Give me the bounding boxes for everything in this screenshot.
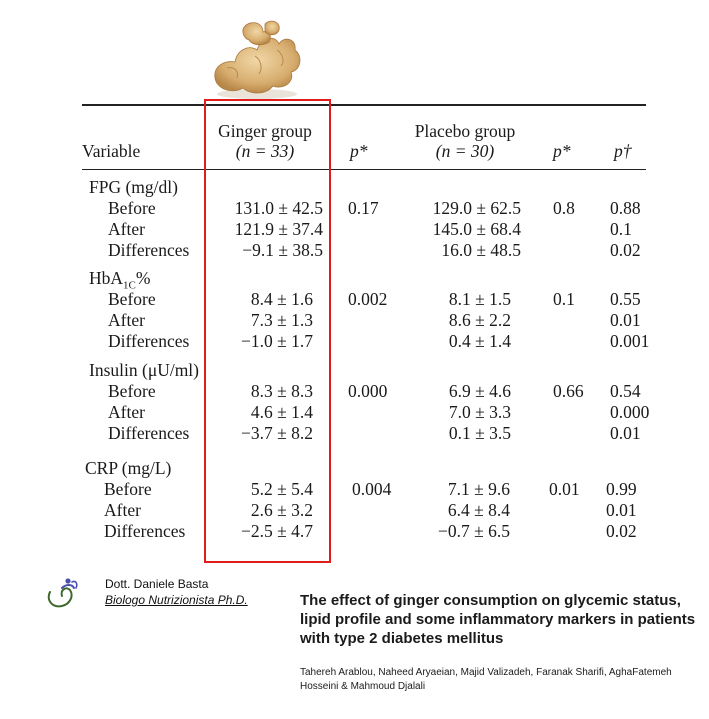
p-value-placebo: 0.66	[553, 381, 584, 401]
ginger-value: 8.3 ± 8.3	[250, 381, 313, 401]
p-value-between: 0.54	[610, 381, 641, 401]
placebo-value: 0.1 ± 3.5	[448, 423, 511, 443]
ginger-column-highlight	[204, 99, 331, 563]
p-value-between: 0.01	[610, 310, 641, 330]
p-value-between: 0.1	[610, 219, 632, 239]
placebo-value: 8.1 ± 1.5	[448, 289, 511, 309]
author-name: Dott. Daniele Basta	[105, 577, 209, 591]
p-value-between: 0.01	[606, 500, 637, 520]
p-value-between: 0.02	[606, 521, 637, 541]
p-value-between: 0.02	[610, 240, 641, 260]
ginger-root-image	[205, 16, 305, 100]
section-label-insulin: Insulin (μU/ml)	[89, 360, 199, 380]
row-label: Before	[108, 289, 156, 309]
ginger-value: −1.0 ± 1.7	[241, 331, 313, 351]
paper-title: The effect of ginger consumption on glycemic status, lipid profile and some inflammatory markers in patients with type 2 diabetes mellitus	[300, 592, 696, 647]
ginger-value: 7.3 ± 1.3	[250, 310, 313, 330]
p-value-between: 0.88	[610, 198, 641, 218]
placebo-value: 129.0 ± 62.5	[432, 198, 521, 218]
header-p-star-2: p*	[553, 141, 571, 161]
header-ginger-n: (n = 33)	[235, 141, 295, 161]
header-p-dagger: p†	[614, 141, 632, 161]
placebo-value: 16.0 ± 48.5	[441, 240, 521, 260]
header-ginger-group: Ginger group	[218, 121, 312, 141]
row-label: Differences	[104, 521, 186, 541]
p-value-ginger: 0.000	[348, 381, 388, 401]
p-value-ginger: 0.004	[352, 479, 392, 499]
ginger-value: 2.6 ± 3.2	[250, 500, 313, 520]
header-variable: Variable	[82, 141, 141, 161]
row-label: After	[108, 310, 145, 330]
ginger-value: 121.9 ± 37.4	[234, 219, 323, 239]
header-p-star-1: p*	[350, 141, 368, 161]
row-label: After	[108, 219, 145, 239]
ginger-value: −9.1 ± 38.5	[242, 240, 323, 260]
placebo-value: 7.1 ± 9.6	[447, 479, 510, 499]
table-header-rule	[82, 169, 646, 170]
table-top-rule	[82, 104, 646, 106]
header-placebo-n: (n = 30)	[435, 141, 495, 161]
row-label: Differences	[108, 331, 190, 351]
section-label-hba1c: HbA$_{1C}$%	[89, 268, 151, 292]
ginger-value: −3.7 ± 8.2	[241, 423, 313, 443]
row-label: Differences	[108, 423, 190, 443]
ginger-value: 131.0 ± 42.5	[234, 198, 323, 218]
p-value-ginger: 0.17	[348, 198, 379, 218]
placebo-value: 6.4 ± 8.4	[447, 500, 510, 520]
row-label: Differences	[108, 240, 190, 260]
placebo-value: 6.9 ± 4.6	[448, 381, 511, 401]
ginger-value: 5.2 ± 5.4	[250, 479, 313, 499]
p-value-between: 0.000	[610, 402, 650, 422]
row-label: After	[104, 500, 141, 520]
row-label: Before	[108, 381, 156, 401]
placebo-value: 8.6 ± 2.2	[448, 310, 511, 330]
p-value-between: 0.55	[610, 289, 641, 309]
section-label-fpg: FPG (mg/dl)	[89, 177, 178, 197]
p-value-ginger: 0.002	[348, 289, 388, 309]
header-placebo-group: Placebo group	[414, 121, 516, 141]
p-value-placebo: 0.01	[549, 479, 580, 499]
p-value-between: 0.001	[610, 331, 650, 351]
p-value-between: 0.01	[610, 423, 641, 443]
row-label: After	[108, 402, 145, 422]
ginger-value: −2.5 ± 4.7	[241, 521, 313, 541]
p-value-between: 0.99	[606, 479, 637, 499]
ginger-value: 8.4 ± 1.6	[250, 289, 313, 309]
row-label: Before	[108, 198, 156, 218]
row-label: Before	[104, 479, 152, 499]
placebo-value: 0.4 ± 1.4	[448, 331, 511, 351]
author-title: Biologo Nutrizionista Ph.D.	[105, 593, 248, 607]
paper-authors: Tahereh Arablou, Naheed Aryaeian, Majid Valizadeh, Faranak Sharifi, AghaFatemeh Hosseini & Mahmoud Djalali	[300, 667, 672, 692]
ginger-value: 4.6 ± 1.4	[250, 402, 313, 422]
section-label-crp: CRP (mg/L)	[85, 458, 172, 478]
p-value-placebo: 0.8	[553, 198, 575, 218]
placebo-value: 145.0 ± 68.4	[432, 219, 521, 239]
nutritionist-logo-icon	[44, 576, 84, 610]
placebo-value: −0.7 ± 6.5	[438, 521, 510, 541]
placebo-value: 7.0 ± 3.3	[448, 402, 511, 422]
p-value-placebo: 0.1	[553, 289, 575, 309]
